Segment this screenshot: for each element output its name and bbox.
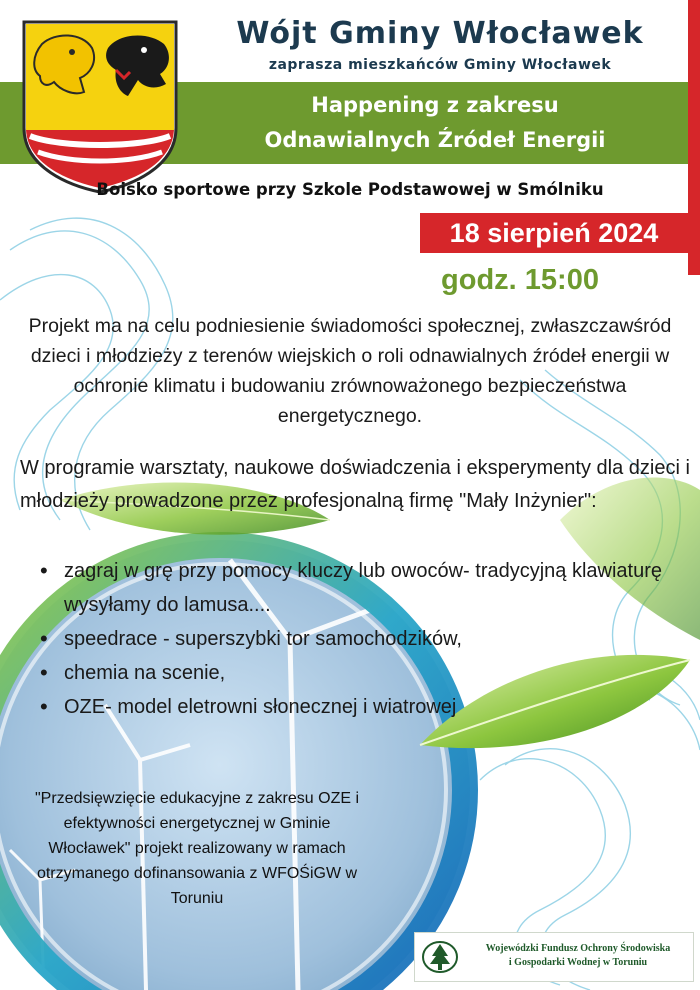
- page-title: Wójt Gminy Włocławek: [236, 16, 644, 51]
- page-subtitle: zaprasza mieszkańców Gminy Włocławek: [268, 57, 612, 73]
- program-list: [40, 554, 690, 724]
- wfosigw-logo: [414, 932, 694, 982]
- logo-line-1: Wojewódzki Fundusz Ochrony Środowiska: [485, 943, 671, 954]
- event-time: godz. 15:00: [441, 264, 599, 296]
- program-item: • zagraj w grę przy pomocy kluczy lub owoców- tradycyjną klawiaturę wysyłamy do lamusa....: [40, 554, 690, 622]
- program-item: • chemia na scenie,: [40, 656, 690, 690]
- red-side-tab: [688, 0, 700, 275]
- logo-text: [467, 942, 689, 970]
- event-name-line-1: Happening z zakresu: [311, 93, 559, 117]
- event-name-line-2: Odnawialnych Źródeł Energii: [264, 128, 606, 152]
- event-venue: Boisko sportowe przy Szkole Podstawowej w Smólniku: [96, 180, 604, 199]
- project-description: Projekt ma na celu podniesienie świadomości społecznej, zwłaszczawśród dzieci i młodzieży z terenów wiejskich o roli odnawialnych źródeł energii w ochronie klimatu i budowaniu zrównoważonego bezpieczeństwa energetycznego.: [28, 315, 672, 427]
- event-date: 18 sierpień 2024: [420, 213, 688, 253]
- program-lead: W programie warsztaty, naukowe doświadczenia i eksperymenty dla dzieci i młodzieży prowadzone przez profesjonalną firmę "Mały Inżynier":: [20, 457, 690, 512]
- logo-line-2: i Gospodarki Wodnej w Toruniu: [508, 957, 648, 968]
- program-item: • OZE- model eletrowni słonecznej i wiatrowej: [40, 690, 690, 724]
- program-item: • speedrace - superszybki tor samochodzików,: [40, 622, 690, 656]
- funding-note: "Przedsięwzięcie edukacyjne z zakresu OZE i efektywności energetycznej w Gminie Włocławek" projekt realizowany w ramach otrzymanego dofinansowania z WFOŚiGW w Toruniu: [34, 790, 360, 907]
- event-name: [200, 88, 670, 158]
- tree-icon: [421, 939, 459, 975]
- coat-of-arms-icon: [20, 18, 180, 194]
